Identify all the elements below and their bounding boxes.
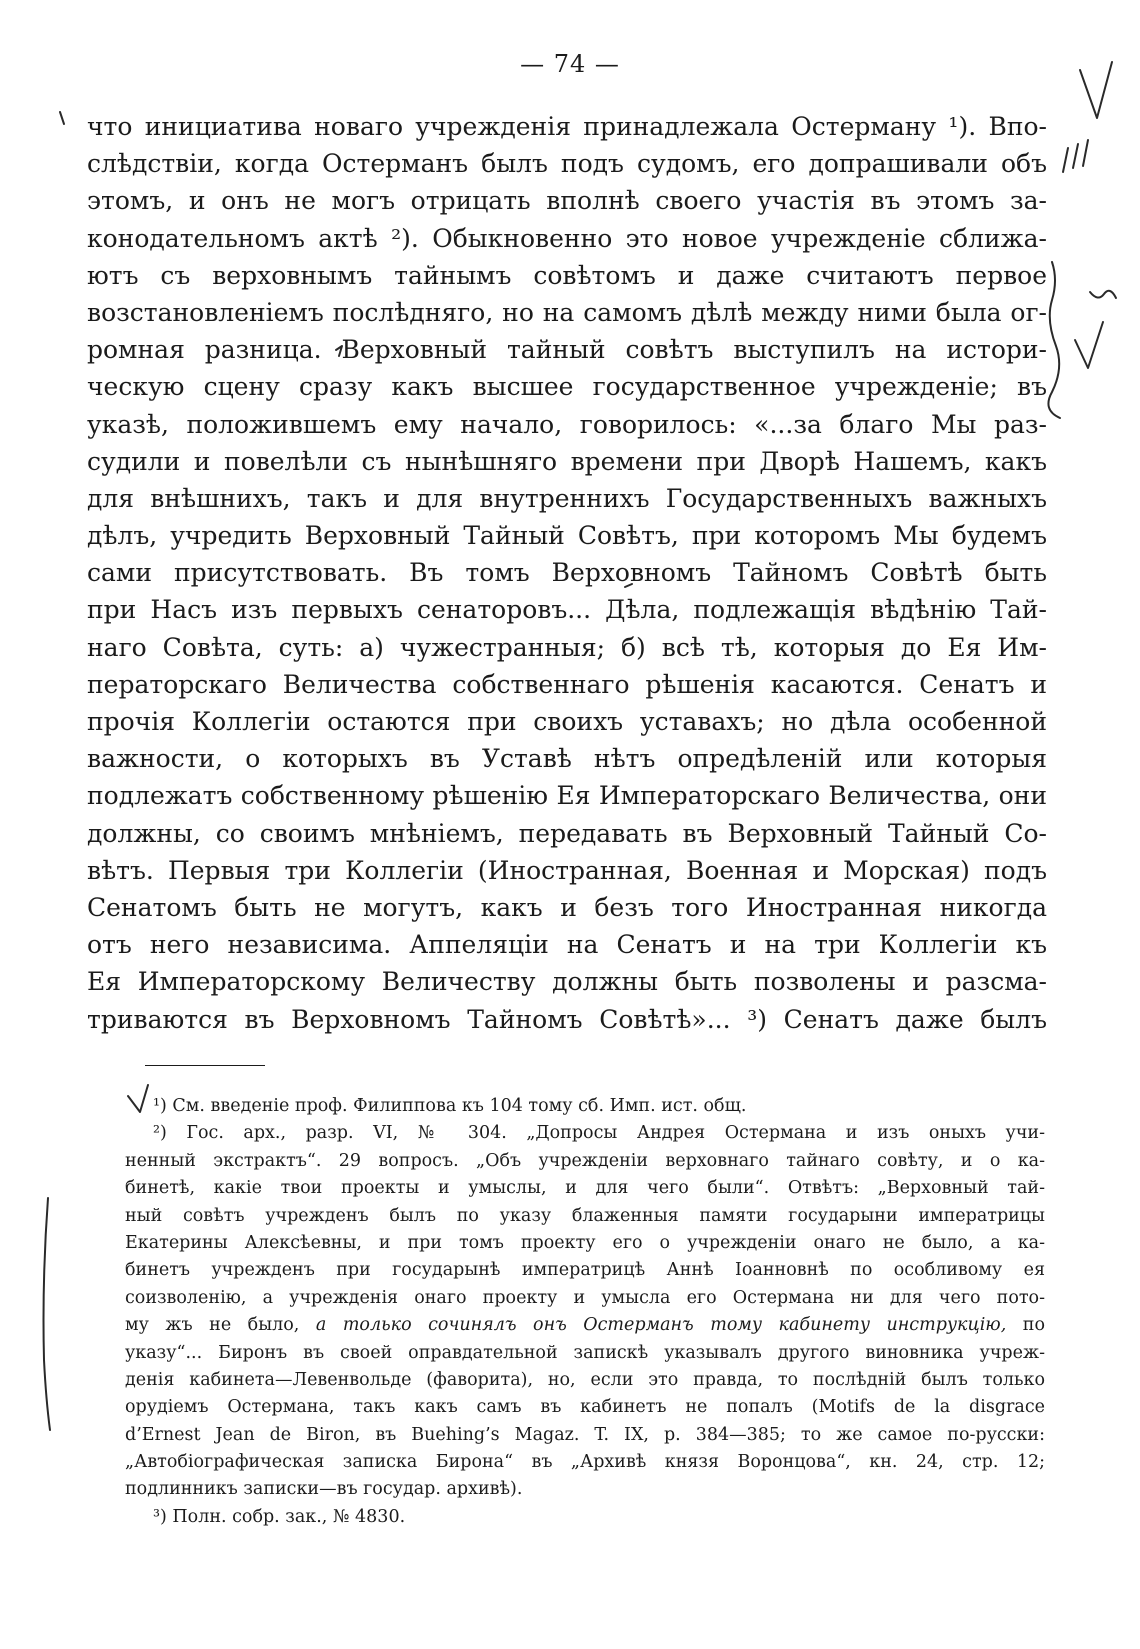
text-line: дѣлъ, учредить Верховный Тайный Совѣтъ, при которомъ Мы будемъ xyxy=(87,521,1047,551)
text-line: возстановленіемъ послѣдняго, но на самомъ дѣлѣ между ними была ог- xyxy=(87,297,1047,327)
text-line: ператорскаго Величества собственнаго рѣшенія касаются. Сенатъ и xyxy=(87,669,1047,699)
footnote-divider xyxy=(145,1065,265,1066)
text-line: этомъ, и онъ не могъ отрицать вполнѣ своего участія въ этомъ за- xyxy=(87,186,1047,216)
page-number: — 74 — xyxy=(520,50,620,78)
main-text xyxy=(87,108,1047,1038)
footnote-2-line: бинетѣ, какіе твои проекты и умыслы, и для чего были“. Отвѣтъ: „Верховный тай- xyxy=(125,1178,1045,1199)
text-line: отъ него независима. Аппеляціи на Сенатъ и на три Коллегіи къ xyxy=(87,930,1047,960)
text-line: Ея Императорскому Величеству должны быть позволены и разсма- xyxy=(87,967,1047,997)
text-line: вѣтъ. Первыя три Коллегіи (Иностранная, Военная и Морская) подъ xyxy=(87,855,1047,885)
text-line: Сенатомъ быть не могутъ, какъ и безъ того Иностранная никогда xyxy=(87,892,1047,922)
text-line: триваются въ Верховномъ Тайномъ Совѣтѣ»... ³) Сенатъ даже былъ xyxy=(87,1004,1047,1034)
text-line: наго Совѣта, суть: а) чужестранныя; б) всѣ тѣ, которыя до Ея Им- xyxy=(87,632,1047,662)
tally-marks-icon xyxy=(1063,140,1088,172)
text-line: указѣ, положившемъ ему начало, говорилось: «...за благо Мы раз- xyxy=(87,409,1047,439)
footnote-2-line: d’Ernest Jean de Biron, въ Buehing’s Magaz. T. IX, p. 384—385; то же самое по-русски: xyxy=(125,1424,1045,1445)
text-line: для внѣшнихъ, такъ и для внутреннихъ Государственныхъ важныхъ xyxy=(87,483,1047,513)
text-line: подлежатъ собственному рѣшенію Ея Императорскаго Величества, они xyxy=(87,781,1047,811)
text-line: при Насъ изъ первыхъ сенаторовъ... Дѣла, подлежащія вѣдѣнію Тай- xyxy=(87,595,1047,625)
footnote-2-line: денія кабинета—Левенвольде (фаворита), но, если это правда, то послѣдній былъ только xyxy=(125,1369,1045,1390)
footnote-2-italic-quote: а только сочинялъ онъ Остерманъ тому кабинету инструкцію, xyxy=(315,1315,1007,1336)
text-line: что инициатива новаго учрежденія принадлежала Остерману ¹). Впо- xyxy=(87,112,1047,141)
check-mark-icon xyxy=(1075,322,1103,368)
footnote-1: ¹) См. введеніе проф. Филиппова къ 104 тому сб. Имп. ист. общ. xyxy=(153,1096,747,1116)
footnote-2-line: указу“... Биронъ въ своей оправдательной запискѣ указывалъ другого виновника учреж- xyxy=(125,1342,1045,1363)
text-line: ческую сцену сразу какъ высшее государственное учрежденіе; въ xyxy=(87,372,1047,402)
footnote-2-text: по xyxy=(1022,1315,1045,1336)
text-line: конодательномъ актѣ ²). Обыкновенно это новое учрежденіе сближа- xyxy=(87,223,1047,253)
text-line: ютъ съ верховнымъ тайнымъ совѣтомъ и даже считаютъ первое xyxy=(87,260,1047,290)
footnote-2-line: ²) Гос. арх., разр. VI, № 304. „Допросы Андрея Остермана и изъ оныхъ учи- xyxy=(153,1123,1045,1144)
footnote-3: ³) Полн. собр. зак., № 4830. xyxy=(153,1506,406,1527)
bracket-mark-icon xyxy=(44,1198,51,1430)
text-line: сами присутствовать. Въ томъ Верховномъ Тайномъ Совѣтѣ быть xyxy=(87,558,1047,588)
squiggle-mark-icon xyxy=(1090,291,1116,298)
text-line: слѣдствіи, когда Остерманъ былъ подъ судомъ, его допрашивали объ xyxy=(87,149,1047,179)
footnote-2-line: „Автобіографическая записка Бирона“ въ „Архивѣ князя Воронцова“, кн. 24, стр. 12; xyxy=(125,1452,1045,1473)
tick-mark-icon xyxy=(60,112,64,124)
bracket-mark-icon xyxy=(1048,262,1060,418)
footnote-2-line: орудіемъ Остермана, такъ какъ самъ въ кабинетъ не попалъ (Motifs de la disgrace xyxy=(125,1397,1045,1418)
footnote-2-line: соизволенію, а учрежденія онаго проекту и умысла его Остермана ни для чего пото- xyxy=(125,1287,1045,1308)
text-line: важности, о которыхъ въ Уставѣ нѣтъ опредѣленій или которыя xyxy=(87,744,1047,774)
footnote-2-line: ненный экстрактъ“. 29 вопросъ. „Объ учрежденіи верховнаго тайнаго совѣту, и о ка- xyxy=(125,1150,1045,1171)
text-line: должны, со своимъ мнѣніемъ, передавать въ Верховный Тайный Со- xyxy=(87,818,1047,848)
text-line: прочія Коллегіи остаются при своихъ уставахъ; но дѣла особенной xyxy=(87,707,1047,736)
footnote-2-line: бинетъ учрежденъ при государынѣ императрицѣ Аннѣ Іоанновнѣ по особливому ея xyxy=(125,1260,1045,1281)
footnote-2-line: ный совѣтъ учрежденъ былъ по указу блаженныя памяти государыни императрицы xyxy=(125,1205,1045,1226)
footnote-2-line: подлинникъ записки—въ государ. архивѣ). xyxy=(125,1479,523,1500)
text-line: ромная разница. Верховный тайный совѣтъ выступилъ на истори- xyxy=(87,335,1047,365)
text-line: судили и повелѣли съ нынѣшняго времени при Дворѣ Нашемъ, какъ xyxy=(87,446,1047,476)
footnotes xyxy=(125,1093,1045,1531)
footnote-2-line-mixed xyxy=(125,1312,1045,1339)
footnote-2-line: Екатерины Алексѣевны, и при томъ проекту его о учрежденіи онаго не было, а ка- xyxy=(125,1232,1045,1253)
footnote-2-text: му жъ не было, xyxy=(125,1315,300,1336)
